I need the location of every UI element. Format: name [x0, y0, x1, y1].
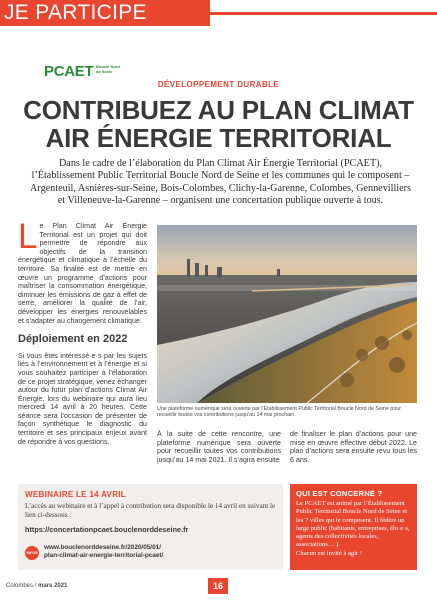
- title-line-2: AIR ÉNERGIE TERRITORIAL: [45, 123, 392, 153]
- body-paragraph-4: de finaliser le plan d’actions pour une mise en œuvre effective début 2022. Le plan d’actions sera ensuite revu tous les 6 ans.: [290, 430, 417, 464]
- body-paragraph-2: Si vous êtes intéressé·e·s par les sujets liés à l’environnement et à l’énergie et si vous souhaitez participer à l’élaboration de ce projet stratégique, venez échanger autour du futur plan d’actions Climat Air Énergie, lors du webinaire qui aura lieu mercredi 14 avril à 20 heures. Cette séance sera l’occasion de présenter de façon synthétique le diagnostic du territoire et ses principaux enjeux avant de répondre à vos questions.: [18, 351, 147, 446]
- infos-icon: INFOS: [25, 546, 39, 560]
- footer-city: Colombes: [6, 583, 34, 589]
- footer-separator: /: [33, 583, 39, 589]
- infos-url-line-1[interactable]: www.bouclenorddeseine.fr/2020/05/01/: [44, 544, 161, 551]
- body-column-right: [290, 430, 417, 464]
- banner-rule: [210, 12, 437, 15]
- section-banner: [0, 0, 210, 26]
- title-line-1: CONTRIBUEZ AU PLAN CLIMAT: [23, 95, 414, 125]
- webinaire-text: L’accès au webinaire et à l’appel à contribution sera disponible le 14 avril en suivant le lien ci-dessous :: [25, 502, 276, 519]
- page-number: 16: [208, 578, 228, 594]
- drop-cap: L: [18, 217, 38, 256]
- body-column-middle: [157, 430, 281, 464]
- qui-text: Le PCAET est animé par l’Établissement Public Territorial Boucle Nord de Seine et les 7 villes qui le composent. Il fédère un large public (habitants, entreprises, élu·e·s, agents des collectivités locales, associations… ).: [296, 500, 410, 549]
- photo-caption: Une plateforme numérique sera ouverte par l’Établissement Public Territorial Boucle Nord de Seine pour recueillir toutes vos contributions jusqu’au 14 mai prochain.: [157, 406, 401, 419]
- footer-date: mars 2021: [38, 583, 68, 589]
- pcaet-logo: [44, 63, 124, 81]
- webinaire-box: [18, 484, 283, 570]
- aerial-photo-image: [157, 225, 417, 403]
- infos-url-line-2[interactable]: plan-climat-air-energie-territorial-pcaet/: [44, 552, 164, 559]
- page-footer: [6, 583, 67, 589]
- aerial-photo: [157, 225, 417, 403]
- body-paragraph-3: À la suite de cette rencontre, une plateforme numérique sera ouverte pour recueillir toutes vos contributions jusqu’au 14 mai 2021. Il s’agira ensuite: [157, 430, 281, 464]
- subheading: Déploiement en 2022: [18, 333, 128, 346]
- infos-url[interactable]: [44, 544, 274, 560]
- logo-subtitle: Boucle Nord de Seine: [96, 64, 120, 74]
- qui-cta: Chacun est invité à agir !: [296, 549, 363, 557]
- article-kicker: DÉVELOPPEMENT DURABLE: [157, 80, 280, 89]
- qui-text-block: [296, 500, 412, 558]
- section-banner-label: JE PARTICIPE: [4, 1, 147, 24]
- article-title: [0, 96, 437, 152]
- webinaire-link[interactable]: https://concertationpcaet.bouclenorddeseine.fr: [25, 525, 189, 534]
- body-paragraph-1: e Plan Climat Air Énergie Territorial est un projet qui doit permettre de répondre aux objectifs de la transition énergétique et climatique à l’échelle du territoire. Sa finalité est de mettre en œuvre un programme d’actions pour maîtriser la consommation énergétique, diminuer les émissions de gaz à effet de serre, améliorer la qualité de l’air, développer les énergies renouvelables et s’adapter au changement climatique.: [18, 222, 147, 325]
- qui-title: QUI EST CONCERNÉ ?: [296, 489, 383, 498]
- qui-est-concerne-box: [290, 484, 417, 570]
- body-column-left: [18, 217, 147, 446]
- webinaire-title: WEBINAIRE LE 14 AVRIL: [25, 490, 126, 499]
- logo-name: PCAET: [44, 63, 94, 80]
- article-intro: Dans le cadre de l’élaboration du Plan Climat Air Énergie Territorial (PCAET), l’Établissement Public Territorial Boucle Nord de Seine et les communes qui le composent – Argenteuil, Asnières-sur-Seine, Bois-Colombes, Clichy-la-Garenne, Colombes, Gennevilliers et Villeneuve-la-Garenne – organisent une concertation publique ouverte à tous.: [30, 158, 411, 206]
